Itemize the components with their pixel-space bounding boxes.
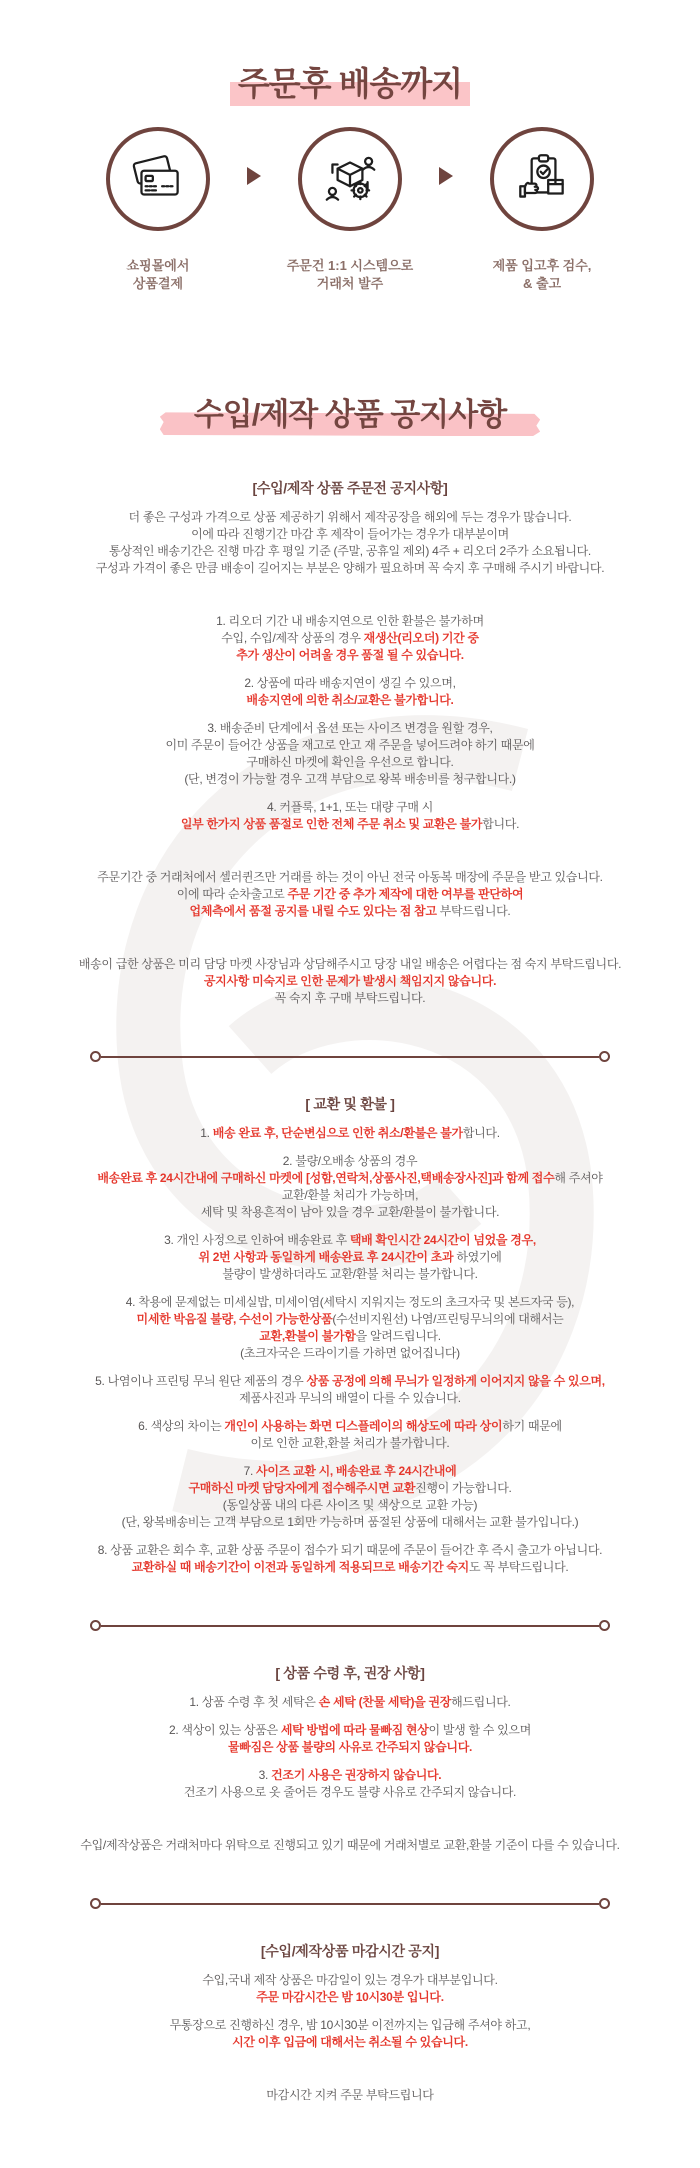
step-payment-label bbox=[127, 257, 190, 293]
section-divider bbox=[90, 1620, 610, 1631]
text-segment: (동일상품 내의 다른 사이즈 및 색상으로 교환 가능) bbox=[222, 1498, 478, 1512]
text-segment: 4. 커플룩, 1+1, 또는 대량 구매 시 bbox=[266, 800, 434, 814]
text-segment: 2. 상품에 따라 배송지연이 생길 수 있으며, bbox=[244, 676, 456, 690]
text-segment: 배송이 급한 상품은 미리 담당 마켓 사장님과 상담해주시고 당장 내일 배송은 어렵다는 점 숙지 부탁드립니다. bbox=[78, 957, 622, 971]
notice-paragraph bbox=[0, 1418, 700, 1452]
highlighted-text-segment: 손 세탁 (찬물 세탁)을 권장 bbox=[318, 1695, 452, 1709]
text-segment: 1. 리오더 기간 내 배송지연으로 인한 환불은 불가하며 bbox=[216, 614, 484, 628]
section-header: [ 교환 및 환불 ] bbox=[305, 1096, 395, 1112]
order-process-steps bbox=[0, 127, 700, 293]
text-segment: 6. 색상의 차이는 bbox=[138, 1419, 225, 1433]
highlighted-text-segment: 교환하실 때 배송기간이 이전과 동일하게 적용되므로 배송기간 숙지 bbox=[131, 1560, 469, 1574]
divider-line bbox=[101, 1056, 599, 1058]
text-segment: 부탁드립니다. bbox=[436, 904, 511, 918]
highlighted-text-segment: 시간 이후 입금에 대해서는 취소될 수 있습니다. bbox=[232, 2035, 468, 2049]
highlighted-text-segment: 공지사항 미숙지로 인한 문제가 발생시 책임지지 않습니다. bbox=[203, 974, 497, 988]
text-segment: (단, 왕복배송비는 고객 부담으로 1회만 가능하며 품절된 상품에 대해서는 교환 불가입니다.) bbox=[121, 1515, 579, 1529]
text-segment: 도 꼭 부탁드립니다. bbox=[468, 1560, 569, 1574]
notice-paragraph bbox=[0, 1767, 700, 1801]
notice-paragraph bbox=[0, 1373, 700, 1407]
notice-paragraph bbox=[0, 1694, 700, 1711]
text-segment: 1. 상품 수령 후 첫 세탁은 bbox=[189, 1695, 319, 1709]
notice-paragraph bbox=[0, 1542, 700, 1576]
text-segment: 수입,국내 제작 상품은 마감일이 있는 경우가 대부분입니다. bbox=[202, 1973, 498, 1987]
text-segment: 교환/환불 처리가 가능하며, bbox=[281, 1188, 419, 1202]
divider-line bbox=[101, 1903, 599, 1905]
section-header: [수입/제작상품 마감시간 공지] bbox=[260, 1943, 440, 1959]
notice-paragraph bbox=[0, 1722, 700, 1756]
text-segment: 해드립니다. bbox=[451, 1695, 511, 1709]
notice-title bbox=[0, 389, 700, 434]
page-title-text: 주문후 배송까지 bbox=[237, 65, 463, 102]
notice-paragraph bbox=[0, 1463, 700, 1531]
notice-paragraph bbox=[0, 1837, 700, 1854]
text-segment: 이로 인한 교환,환불 처리가 불가합니다. bbox=[250, 1436, 450, 1450]
page-title bbox=[0, 0, 700, 105]
text-segment: 이미 주문이 들어간 상품을 재고로 안고 재 주문을 넣어드려야 하기 때문에 bbox=[165, 738, 535, 752]
step-label-line: 제품 입고후 검수, bbox=[492, 258, 592, 273]
step-order-system bbox=[261, 127, 439, 293]
divider-line bbox=[101, 1625, 599, 1627]
highlighted-text-segment: 위 2번 사항과 동일하게 배송완료 후 24시간이 초과 bbox=[198, 1250, 454, 1264]
text-segment: 통상적인 배송기간은 진행 마감 후 평일 기준 (주말, 공휴일 제외) 4주 + 리오더 2주가 소요됩니다. bbox=[109, 544, 591, 558]
step-order-system-label bbox=[287, 257, 413, 293]
notice-title-text: 수입/제작 상품 공지사항 bbox=[193, 397, 507, 432]
highlighted-text-segment: 추가 생산이 어려울 경우 품절 될 수 있습니다. bbox=[236, 648, 464, 662]
section-header: [수입/제작 상품 주문전 공지사항] bbox=[252, 480, 448, 496]
text-segment: 1. bbox=[200, 1126, 213, 1140]
text-segment: 꼭 숙지 후 구매 부탁드립니다. bbox=[274, 991, 426, 1005]
highlighted-text-segment: 배송지연에 의한 취소/교환은 불가합니다. bbox=[246, 693, 454, 707]
section-divider bbox=[90, 1051, 610, 1062]
text-segment: (수선비지원선) 나염/프린팅무늬의에 대해서는 bbox=[332, 1312, 564, 1326]
notice-paragraph bbox=[0, 509, 700, 577]
text-segment: 2. 불량/오배송 상품의 경우 bbox=[282, 1154, 418, 1168]
credit-card-icon bbox=[106, 127, 210, 231]
step-label-line: 거래처 발주 bbox=[316, 276, 384, 291]
highlighted-text-segment: 재생산(리오더) 기간 중 bbox=[363, 631, 479, 645]
notice-paragraph bbox=[0, 720, 700, 788]
notice-paragraph bbox=[0, 613, 700, 664]
notice-section bbox=[0, 478, 700, 1007]
divider-dot bbox=[90, 1051, 101, 1062]
text-segment: 이 발생 할 수 있으며 bbox=[428, 1723, 532, 1737]
order-system-icon bbox=[298, 127, 402, 231]
text-segment: 주문기간 중 거래처에서 셀러퀸즈만 거래를 하는 것이 아닌 전국 아동복 매장에 주문을 받고 있습니다. bbox=[97, 870, 603, 884]
highlighted-text-segment: 상품 공정에 의해 무늬가 일정하게 이어지지 않을 수 있으며, bbox=[306, 1374, 605, 1388]
notice-paragraph bbox=[0, 1153, 700, 1221]
text-segment: 수입/제작상품은 거래처마다 위탁으로 진행되고 있기 때문에 거래처별로 교환,환불 기준이 다를 수 있습니다. bbox=[80, 1838, 620, 1852]
text-segment: 마감시간 지켜 주문 부탁드립니다 bbox=[266, 2088, 434, 2102]
divider-dot bbox=[90, 1620, 101, 1631]
divider-dot bbox=[90, 1898, 101, 1909]
highlighted-text-segment: 세탁 방법에 따라 물빠짐 현상 bbox=[280, 1723, 429, 1737]
notice-section bbox=[0, 1663, 700, 1854]
text-segment: 수입, 수입/제작 상품의 경우 bbox=[221, 631, 364, 645]
text-segment: 3. 개인 사정으로 인하여 배송완료 후 bbox=[164, 1233, 350, 1247]
notice-paragraph bbox=[0, 1972, 700, 2006]
text-segment: 건조기 사용으로 옷 줄어든 경우도 불량 사유로 간주되지 않습니다. bbox=[183, 1785, 517, 1799]
section-divider bbox=[90, 1898, 610, 1909]
text-segment: 을 알려드립니다. bbox=[355, 1329, 441, 1343]
highlighted-text-segment: 주문 마감시간은 밤 10시30분 입니다. bbox=[256, 1990, 444, 2004]
highlighted-text-segment: 택배 확인시간 24시간이 넘었을 경우, bbox=[349, 1233, 536, 1247]
divider-dot bbox=[599, 1620, 610, 1631]
step-inspection-label bbox=[493, 257, 592, 293]
notice-paragraph bbox=[0, 799, 700, 833]
text-segment: 해 주셔야 bbox=[554, 1171, 603, 1185]
text-segment: 세탁 및 착용흔적이 남아 있을 경우 교환/환불이 불가합니다. bbox=[200, 1205, 500, 1219]
text-segment: 3. bbox=[258, 1768, 272, 1782]
notice-paragraph bbox=[0, 675, 700, 709]
notice-paragraph bbox=[0, 1294, 700, 1362]
text-segment: 진행이 가능합니다. bbox=[415, 1481, 512, 1495]
divider-dot bbox=[599, 1898, 610, 1909]
highlighted-text-segment: 배송 완료 후, 단순변심으로 인한 취소/환불은 불가 bbox=[212, 1126, 463, 1140]
inspection-icon bbox=[490, 127, 594, 231]
step-payment bbox=[69, 127, 247, 293]
notice-paragraph bbox=[0, 956, 700, 1007]
arrow-right-icon bbox=[247, 167, 261, 185]
notice-paragraph bbox=[0, 2087, 700, 2104]
text-segment: 합니다. bbox=[482, 817, 520, 831]
text-segment: 하였기에 bbox=[453, 1250, 502, 1264]
highlighted-text-segment: 미세한 박음질 불량, 수선이 가능한상품 bbox=[136, 1312, 333, 1326]
text-segment: 불량이 발생하더라도 교환/환불 처리는 불가합니다. bbox=[222, 1267, 478, 1281]
notice-paragraph bbox=[0, 1125, 700, 1142]
text-segment: 무통장으로 진행하신 경우, 밤 10시30분 이전까지는 입금해 주셔야 하고, bbox=[169, 2018, 531, 2032]
notice-section bbox=[0, 1941, 700, 2104]
notice-paragraph bbox=[0, 1232, 700, 1283]
notice-paragraph bbox=[0, 869, 700, 920]
text-segment: 이에 따라 순차출고로 bbox=[176, 887, 288, 901]
notice-section bbox=[0, 1094, 700, 1576]
text-segment: 더 좋은 구성과 가격으로 상품 제공하기 위해서 제작공장을 해외에 두는 경우가 많습니다. bbox=[128, 510, 572, 524]
text-segment: 합니다. bbox=[462, 1126, 500, 1140]
arrow-right-icon bbox=[439, 167, 453, 185]
step-label-line: 쇼핑몰에서 bbox=[126, 258, 190, 273]
highlighted-text-segment: 주문 기간 중 추가 제작에 대한 여부를 판단하여 bbox=[287, 887, 524, 901]
bottom-spacer bbox=[0, 2104, 700, 2168]
highlighted-text-segment: 일부 한가지 상품 품절로 인한 전체 주문 취소 및 교환은 불가 bbox=[180, 817, 483, 831]
highlighted-text-segment: 사이즈 교환 시, 배송완료 후 24시간내에 bbox=[256, 1464, 457, 1478]
text-segment: 4. 착용에 문제없는 미세실밥, 미세이염(세탁시 지워지는 정도의 초크자국 및 본드자국 등), bbox=[125, 1295, 575, 1309]
notice-sections bbox=[0, 478, 700, 2104]
highlighted-text-segment: 배송완료 후 24시간내에 구매하신 마켓에 [성함,연락처,상품사진,택배송장사진]과 함께 접수 bbox=[97, 1171, 555, 1185]
section-header: [ 상품 수령 후, 권장 사항] bbox=[275, 1665, 425, 1681]
text-segment: 하기 때문에 bbox=[502, 1419, 562, 1433]
step-label-line: 주문건 1:1 시스템으로 bbox=[286, 258, 414, 273]
text-segment: 구성과 가격이 좋은 만큼 배송이 길어지는 부분은 양해가 필요하며 꼭 숙지 후 구매해 주시기 바랍니다. bbox=[95, 561, 605, 575]
highlighted-text-segment: 물빠짐은 상품 불량의 사유로 간주되지 않습니다. bbox=[227, 1740, 473, 1754]
highlighted-text-segment: 교환,환불이 불가함 bbox=[259, 1329, 356, 1343]
highlighted-text-segment: 개인이 사용하는 화면 디스플레이의 해상도에 따라 상이 bbox=[224, 1419, 503, 1433]
divider-dot bbox=[599, 1051, 610, 1062]
text-segment: (초크자국은 드라이기를 가하면 없어집니다) bbox=[240, 1346, 460, 1360]
text-segment: 7. bbox=[243, 1464, 257, 1478]
text-segment: 8. 상품 교환은 회수 후, 교환 상품 주문이 접수가 되기 때문에 주문이 들어간 후 즉시 출고가 아닙니다. bbox=[97, 1543, 603, 1557]
text-segment: 3. 배송준비 단계에서 옵션 또는 사이즈 변경을 원할 경우, bbox=[207, 721, 493, 735]
highlighted-text-segment: 건조기 사용은 권장하지 않습니다. bbox=[271, 1768, 442, 1782]
text-segment: 5. 나염이나 프린팅 무늬 원단 제품의 경우 bbox=[95, 1374, 307, 1388]
step-label-line: & 출고 bbox=[522, 276, 562, 291]
notice-paragraph bbox=[0, 2017, 700, 2051]
text-segment: 제품사진과 무늬의 배열이 다를 수 있습니다. bbox=[239, 1391, 461, 1405]
highlighted-text-segment: 업체측에서 품절 공지를 내릴 수도 있다는 점 참고 bbox=[189, 904, 437, 918]
text-segment: (단, 변경이 가능할 경우 고객 부담으로 왕복 배송비를 청구합니다.) bbox=[184, 772, 516, 786]
highlighted-text-segment: 구매하신 마켓 담당자에게 접수해주시면 교환 bbox=[188, 1481, 416, 1495]
text-segment: 구매하신 마켓에 확인을 우선으로 합니다. bbox=[246, 755, 454, 769]
step-label-line: 상품결제 bbox=[132, 276, 184, 291]
step-inspection bbox=[453, 127, 631, 293]
text-segment: 2. 색상이 있는 상품은 bbox=[168, 1723, 281, 1737]
text-segment: 이에 따라 진행기간 마감 후 제작이 들어가는 경우가 대부분이며 bbox=[191, 527, 509, 541]
